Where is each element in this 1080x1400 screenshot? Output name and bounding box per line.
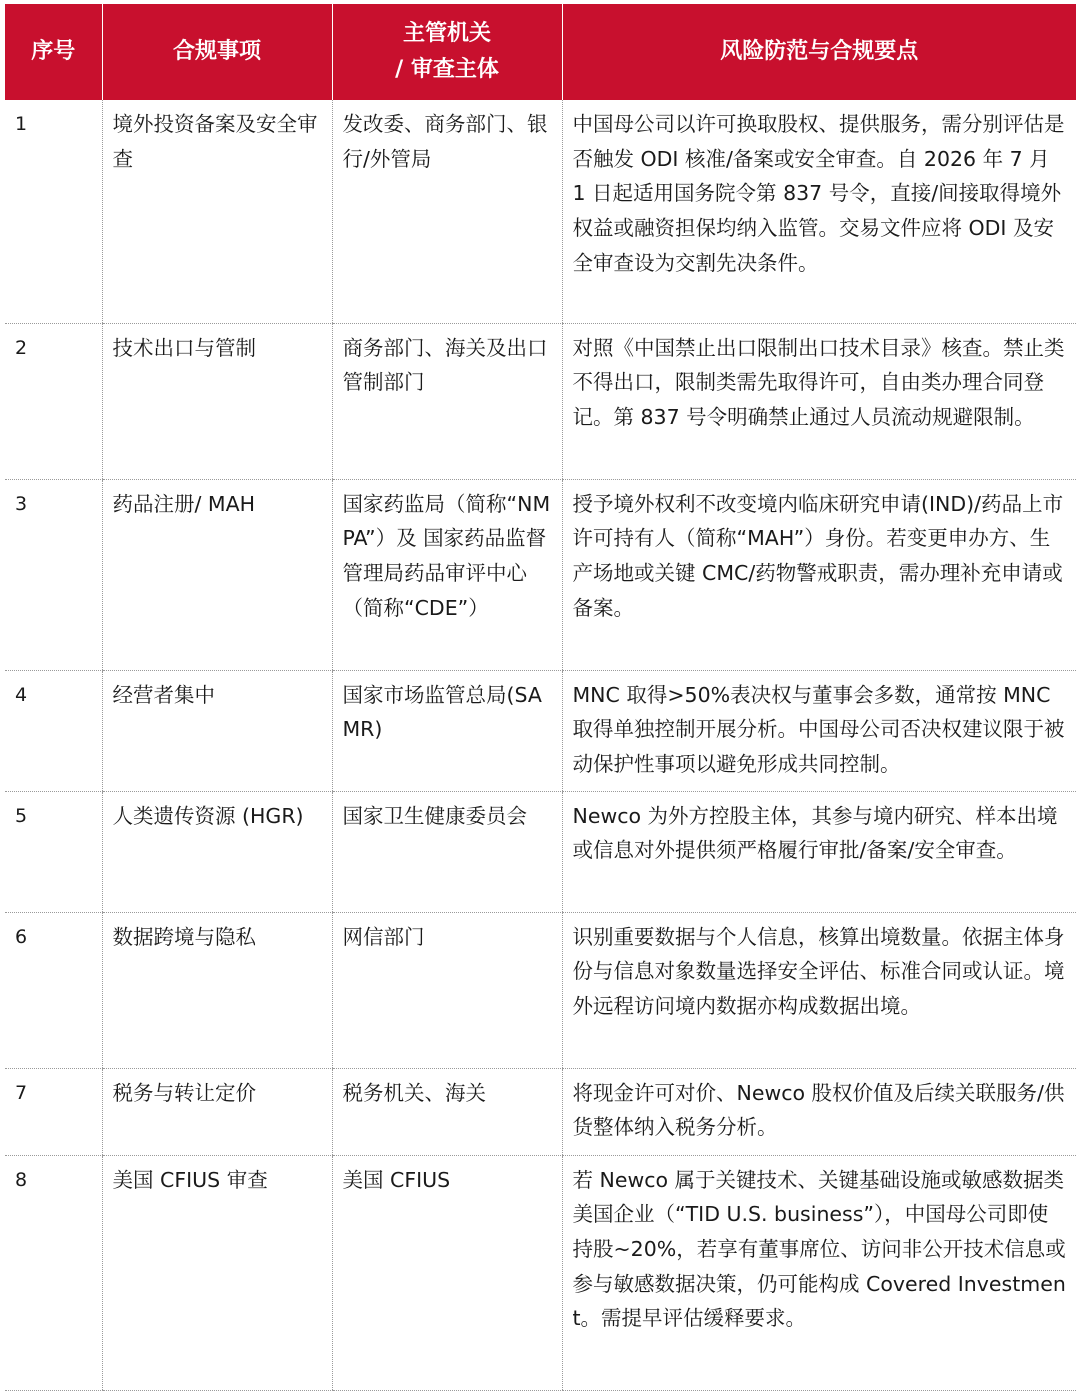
row-item: 药品注册/ MAH bbox=[102, 479, 332, 670]
table-row bbox=[5, 323, 1076, 479]
row-authority: 税务机关、海关 bbox=[332, 1068, 562, 1155]
row-risk: 若 Newco 属于关键技术、关键基础设施或敏感数据类美国企业（“TID U.S. business”），中国母公司即使持股~20%，若享有董事席位、访问非公开技术信息或参与敏感数据决策，仍可能构成 Covered Investment。需提早评估缓释要求。 bbox=[562, 1155, 1076, 1390]
header-risk: 风险防范与合规要点 bbox=[562, 4, 1076, 100]
row-index: 1 bbox=[5, 100, 102, 323]
header-authority bbox=[332, 4, 562, 100]
row-index: 5 bbox=[5, 791, 102, 912]
row-authority: 发改委、商务部门、银行/外管局 bbox=[332, 100, 562, 323]
row-index: 3 bbox=[5, 479, 102, 670]
row-risk: 对照《中国禁止出口限制出口技术目录》核查。禁止类不得出口，限制类需先取得许可，自由类办理合同登记。第 837 号令明确禁止通过人员流动规避限制。 bbox=[562, 323, 1076, 479]
row-item: 经营者集中 bbox=[102, 670, 332, 791]
header-item: 合规事项 bbox=[102, 4, 332, 100]
row-risk: MNC 取得>50%表决权与董事会多数，通常按 MNC 取得单独控制开展分析。中国母公司否决权建议限于被动保护性事项以避免形成共同控制。 bbox=[562, 670, 1076, 791]
table-row bbox=[5, 1068, 1076, 1155]
row-authority: 国家市场监管总局(SAMR) bbox=[332, 670, 562, 791]
row-authority: 国家药监局（简称“NMPA”）及 国家药品监督管理局药品审评中心（简称“CDE”） bbox=[332, 479, 562, 670]
header-row bbox=[5, 4, 1076, 100]
table-row bbox=[5, 791, 1076, 912]
table-row bbox=[5, 100, 1076, 323]
row-risk: 授予境外权利不改变境内临床研究申请(IND)/药品上市许可持有人（简称“MAH”）身份。若变更申办方、生产场地或关键 CMC/药物警戒职责，需办理补充申请或备案。 bbox=[562, 479, 1076, 670]
table-row bbox=[5, 912, 1076, 1068]
row-item: 税务与转让定价 bbox=[102, 1068, 332, 1155]
row-authority: 美国 CFIUS bbox=[332, 1155, 562, 1390]
header-index: 序号 bbox=[5, 4, 102, 100]
table-body bbox=[5, 100, 1076, 1390]
row-index: 7 bbox=[5, 1068, 102, 1155]
row-index: 2 bbox=[5, 323, 102, 479]
row-item: 人类遗传资源 (HGR) bbox=[102, 791, 332, 912]
row-index: 4 bbox=[5, 670, 102, 791]
table-row bbox=[5, 670, 1076, 791]
row-item: 数据跨境与隐私 bbox=[102, 912, 332, 1068]
row-authority: 网信部门 bbox=[332, 912, 562, 1068]
header-authority-line1: 主管机关 bbox=[402, 21, 491, 46]
table-row bbox=[5, 1155, 1076, 1390]
row-risk: 中国母公司以许可换取股权、提供服务，需分别评估是否触发 ODI 核准/备案或安全审查。自 2026 年 7 月 1 日起适用国务院令第 837 号令，直接/间接取得境外权益或融资担保均纳入监管。交易文件应将 ODI 及安全审查设为交割先决条件。 bbox=[562, 100, 1076, 323]
table-row bbox=[5, 479, 1076, 670]
row-risk: 识别重要数据与个人信息，核算出境数量。依据主体身份与信息对象数量选择安全评估、标准合同或认证。境外远程访问境内数据亦构成数据出境。 bbox=[562, 912, 1076, 1068]
row-risk: 将现金许可对价、Newco 股权价值及后续关联服务/供货整体纳入税务分析。 bbox=[562, 1068, 1076, 1155]
row-item: 技术出口与管制 bbox=[102, 323, 332, 479]
row-item: 美国 CFIUS 审查 bbox=[102, 1155, 332, 1390]
row-index: 8 bbox=[5, 1155, 102, 1390]
header-authority-line2: / 审查主体 bbox=[395, 57, 499, 82]
row-authority: 商务部门、海关及出口管制部门 bbox=[332, 323, 562, 479]
row-index: 6 bbox=[5, 912, 102, 1068]
row-authority: 国家卫生健康委员会 bbox=[332, 791, 562, 912]
row-risk: Newco 为外方控股主体，其参与境内研究、样本出境或信息对外提供须严格履行审批/备案/安全审查。 bbox=[562, 791, 1076, 912]
table-header bbox=[5, 4, 1076, 100]
compliance-table bbox=[5, 4, 1076, 1391]
row-item: 境外投资备案及安全审查 bbox=[102, 100, 332, 323]
